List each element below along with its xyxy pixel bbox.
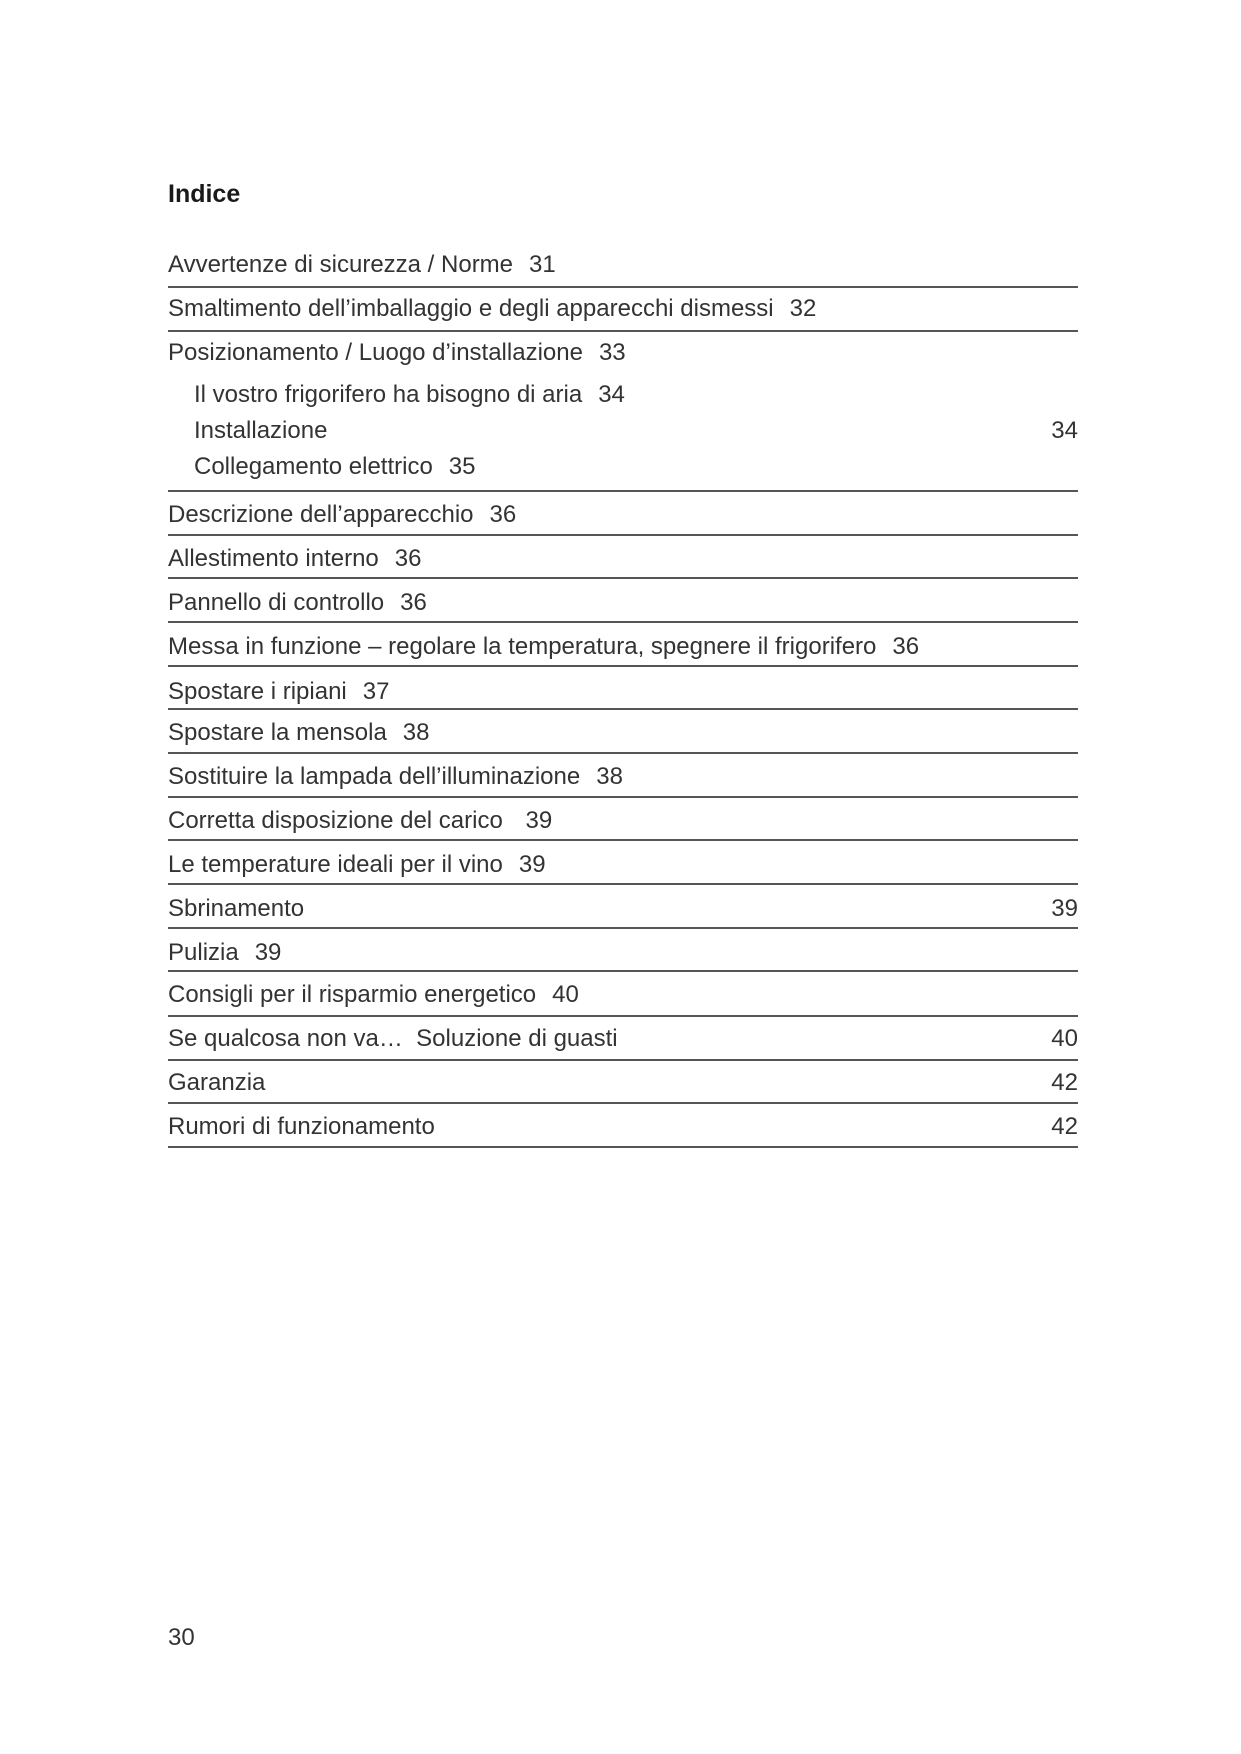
toc-entry-text [168, 500, 516, 530]
divider [168, 621, 1078, 623]
toc-entry-text [168, 762, 623, 792]
toc-entry-label: Sbrinamento [168, 895, 305, 922]
divider [168, 752, 1078, 754]
toc-entry-page: 39 [254, 939, 282, 966]
divider [168, 534, 1078, 536]
toc-entry-text [168, 850, 546, 880]
divider [168, 330, 1078, 332]
toc-entry-text [168, 980, 579, 1010]
toc-entry [194, 416, 1078, 446]
toc-entry-page: 40 [552, 981, 579, 1008]
toc-entry-text [168, 250, 556, 280]
divider [168, 1146, 1078, 1148]
divider [168, 883, 1078, 885]
toc-entry-label: Collegamento elettrico [194, 453, 433, 480]
toc-entry [168, 1068, 1078, 1098]
toc-entry-label: Messa in funzione – regolare la temperatura, spegnere il frigorifero [168, 633, 877, 660]
toc-entry-text [168, 718, 430, 748]
toc-entry-page: 37 [362, 678, 390, 705]
toc-entry-text [168, 632, 919, 662]
divider [168, 839, 1078, 841]
toc-entry-page: 35 [448, 453, 476, 480]
toc-entry [168, 850, 1078, 880]
toc-entry-page: 38 [596, 763, 623, 790]
toc-entry-label: Consigli per il risparmio energetico [168, 981, 537, 1008]
toc-entry [194, 380, 1078, 410]
divider [168, 665, 1078, 667]
toc-entry-page: 36 [400, 589, 427, 616]
toc-entry-label: Allestimento interno [168, 545, 379, 572]
toc-entry-label: Pannello di controllo [168, 589, 385, 616]
toc-entry-label: Le temperature ideali per il vino [168, 851, 503, 878]
toc-entry-text [168, 544, 421, 574]
page-title: Indice [168, 180, 241, 208]
toc-entry [168, 500, 1078, 530]
toc-entry-label: Installazione [194, 417, 328, 444]
toc-entry [168, 677, 1078, 707]
divider [168, 708, 1078, 710]
toc-entry-page: 33 [598, 339, 626, 366]
toc-entry-label: Pulizia [168, 939, 239, 966]
divider [168, 927, 1078, 929]
toc-entry [168, 250, 1078, 280]
toc-entry [168, 762, 1078, 792]
toc-entry-label: Rumori di funzionamento [168, 1113, 435, 1140]
toc-entry [168, 632, 1078, 662]
toc-entry-label: Smaltimento dell’imballaggio e degli apparecchi dismessi [168, 295, 774, 322]
toc-entry-page: 42 [1051, 1069, 1078, 1096]
divider [168, 1102, 1078, 1104]
toc-entry-text [168, 677, 389, 707]
toc-entry-label: Se qualcosa non va… Soluzione di guasti [168, 1025, 618, 1052]
toc-entry-text [194, 452, 476, 482]
toc-entry-text [168, 338, 626, 368]
toc-entry [168, 894, 1078, 924]
toc-entry-text [168, 938, 281, 968]
toc-entry-label: Garanzia [168, 1069, 266, 1096]
toc-entry-label: Posizionamento / Luogo d’installazione [168, 339, 583, 366]
divider [168, 970, 1078, 972]
divider [168, 796, 1078, 798]
toc-entry-page: 36 [892, 633, 920, 660]
toc-entry-page: 36 [394, 545, 422, 572]
toc-entry-page: 34 [1051, 417, 1078, 444]
divider [168, 577, 1078, 579]
divider [168, 286, 1078, 288]
toc-entry-text [168, 588, 427, 618]
toc-entry-label: Corretta disposizione del carico [168, 807, 510, 834]
toc-entry [168, 294, 1078, 324]
toc-entry-page: 39 [525, 807, 553, 834]
toc-entry [168, 718, 1078, 748]
toc-entry-page: 38 [402, 719, 430, 746]
toc-entry [168, 544, 1078, 574]
toc-entry-page: 39 [1051, 895, 1078, 922]
toc-entry-text [194, 380, 625, 410]
toc-entry-page: 40 [1051, 1025, 1078, 1052]
toc-entry-label: Spostare la mensola [168, 719, 387, 746]
toc-entry [168, 338, 1078, 368]
divider [168, 1059, 1078, 1061]
toc-entry-label: Il vostro frigorifero ha bisogno di aria [194, 381, 583, 408]
toc-entry-page: 39 [518, 851, 546, 878]
toc-entry [168, 980, 1078, 1010]
toc-entry [168, 1112, 1078, 1142]
toc-entry [168, 1024, 1078, 1054]
divider [168, 490, 1078, 492]
toc-entry-label: Avvertenze di sicurezza / Norme [168, 251, 514, 278]
toc-entry-label: Sostituire la lampada dell’illuminazione [168, 763, 581, 790]
toc-entry [168, 588, 1078, 618]
toc-entry [168, 938, 1078, 968]
toc-entry-page: 34 [598, 381, 625, 408]
toc-entry-label: Spostare i ripiani [168, 678, 347, 705]
toc-entry-page: 31 [529, 251, 556, 278]
divider [168, 1015, 1078, 1017]
toc-entry-page: 36 [489, 501, 517, 528]
toc-entry-text [168, 294, 816, 324]
toc-entry [168, 806, 1078, 836]
page-number: 30 [168, 1624, 195, 1651]
toc-entry-page: 42 [1051, 1113, 1078, 1140]
toc-entry-text [168, 806, 552, 836]
toc-entry-page: 32 [789, 295, 817, 322]
toc-entry [194, 452, 1078, 482]
toc-entry-label: Descrizione dell’apparecchio [168, 501, 474, 528]
